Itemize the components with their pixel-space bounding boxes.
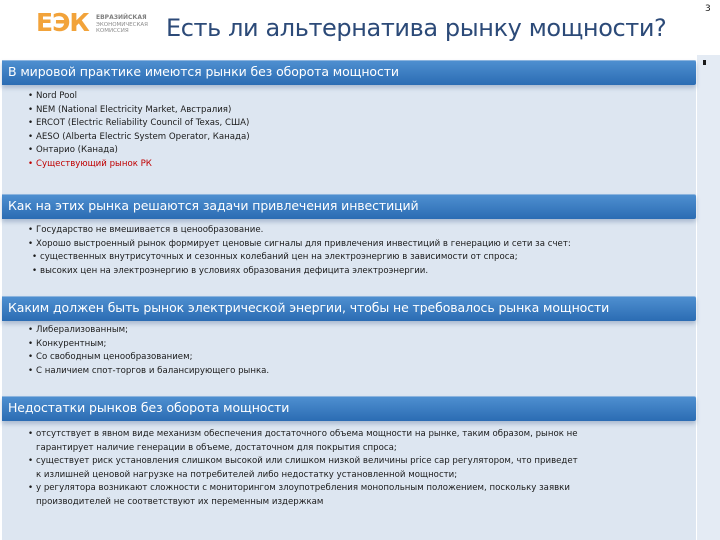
section-4-heading: Недостатки рынков без оборота мощности [8, 400, 290, 415]
list-item: • Со свободным ценообразованием; [28, 351, 269, 365]
section-2-heading: Как на этих рынка решаются задачи привлечения инвестиций [8, 198, 419, 213]
list-item: • Хорошо выстроенный рынок формирует ценовые сигналы для привлечения инвестиций в генерацию и сети за счет: [28, 238, 571, 252]
list-item [28, 428, 578, 455]
page-title: Есть ли альтернатива рынку мощности? [166, 14, 667, 42]
logo-line-1: ЕВРАЗИЙСКАЯ [96, 14, 147, 21]
logo-line-2: ЭКОНОМИЧЕСКАЯ [96, 21, 148, 28]
list-item [28, 455, 578, 482]
section-2-header [2, 194, 696, 219]
list-item: • Государство не вмешивается в ценообразование. [28, 224, 571, 238]
list-item: • Либерализованным; [28, 324, 269, 338]
section-4-list [28, 428, 578, 509]
list-item-line: производителей не соответствуют их переменным издержкам [36, 496, 324, 507]
section-4-header [2, 396, 696, 421]
list-item: • AESO (Alberta Electric System Operator, Канада) [28, 131, 250, 145]
right-decorative-band [697, 55, 720, 540]
list-item-line: • существует риск установления слишком высокой или слишком низкой величины price cap регулятором, что приведет [36, 456, 578, 466]
section-1-header [2, 60, 696, 85]
corner-mark [703, 60, 706, 65]
section-1-list [28, 90, 250, 171]
list-item [28, 482, 578, 509]
list-item-line: к излишней ценовой нагрузке на потребителей либо недостатку установленной мощности; [36, 469, 458, 480]
section-1-heading: В мировой практике имеются рынки без оборота мощности [8, 64, 399, 79]
list-item-line: • отсутствует в явном виде механизм обеспечения достаточного объема мощности на рынке, таким образом, рынок не [36, 429, 578, 439]
list-item-line: • у регулятора возникают сложности с мониторингом злоупотребления монопольным положением, поскольку заявки [36, 483, 570, 493]
logo-line-3: КОМИССИЯ [96, 28, 129, 34]
list-subitem: • высоких цен на электроэнергию в условиях образования дефицита электроэнергии. [28, 265, 571, 279]
section-2-list [28, 224, 571, 278]
logo-mark: ЕЭК [36, 8, 89, 37]
section-3-header [2, 296, 696, 321]
section-3-heading: Каким должен быть рынок электрической энергии, чтобы не требовалось рынка мощности [8, 300, 610, 315]
list-item: • Конкурентным; [28, 338, 269, 352]
list-item: • NEM (National Electricity Market, Австралия) [28, 104, 250, 118]
list-item: • Nord Pool [28, 90, 250, 104]
list-item-line: гарантирует наличие генерации в объеме, достаточном для покрытия спроса; [36, 442, 397, 453]
list-item: • Онтарио (Канада) [28, 144, 250, 158]
list-item: • ERCOT (Electric Reliability Council of Texas, США) [28, 117, 250, 131]
list-item-highlight: • Существующий рынок РК [28, 158, 250, 172]
section-3-list [28, 324, 269, 378]
page-number: 3 [705, 4, 711, 14]
list-subitem: • существенных внутрисуточных и сезонных колебаний цен на электроэнергию в зависимости от спроса; [28, 251, 571, 265]
list-item: • С наличием спот-торгов и балансирующего рынка. [28, 365, 269, 379]
